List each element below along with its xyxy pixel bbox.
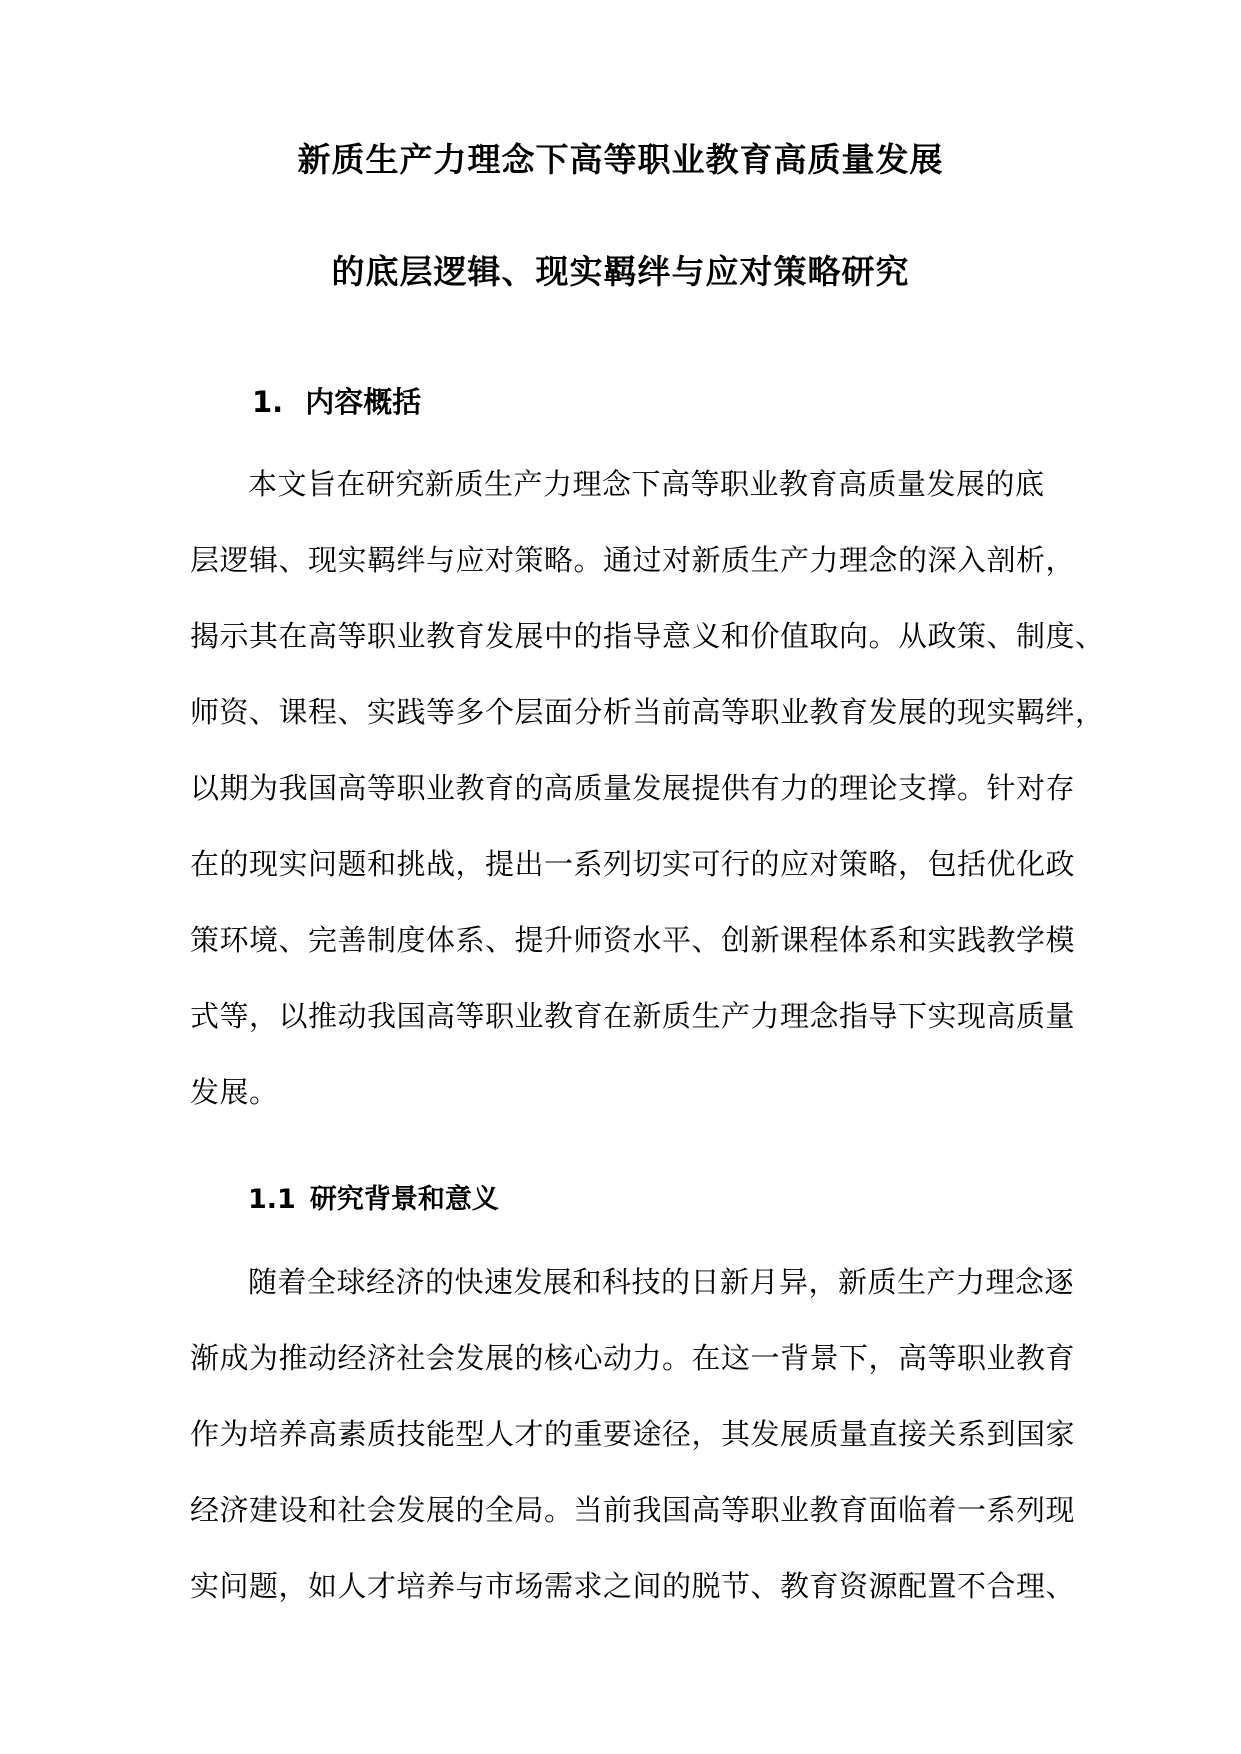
paragraph-line: 作为培养高素质技能型人才的重要途径，其发展质量直接关系到国家 xyxy=(190,1417,1076,1451)
paragraph-line: 策环境、完善制度体系、提升师资水平、创新课程体系和实践教学模 xyxy=(190,923,1076,957)
paragraph-line: 实问题，如人才培养与市场需求之间的脱节、教育资源配置不合理、 xyxy=(190,1569,1076,1603)
section-title: 内容概括 xyxy=(305,385,422,419)
document-title-line-2: 的底层逻辑、现实羁绊与应对策略研究 xyxy=(331,252,910,291)
paragraph-line: 在的现实问题和挑战，提出一系列切实可行的应对策略，包括优化政 xyxy=(190,847,1076,881)
paragraph-line: 层逻辑、现实羁绊与应对策略。通过对新质生产力理念的深入剖析， xyxy=(190,543,1076,577)
paragraph-line: 揭示其在高等职业教育发展中的指导意义和价值取向。从政策、制度、 xyxy=(190,619,1105,653)
paragraph-line: 发展。 xyxy=(190,1075,279,1109)
section-heading-1-1 xyxy=(248,1180,499,1220)
paragraph-line: 本文旨在研究新质生产力理念下高等职业教育高质量发展的底 xyxy=(248,467,1045,501)
paragraph-summary xyxy=(190,446,1105,1130)
section-heading-1 xyxy=(252,382,421,422)
paragraph-line: 渐成为推动经济社会发展的核心动力。在这一背景下，高等职业教育 xyxy=(190,1341,1076,1375)
paragraph-line: 以期为我国高等职业教育的高质量发展提供有力的理论支撑。针对存 xyxy=(190,771,1076,805)
paragraph-line: 式等，以推动我国高等职业教育在新质生产力理念指导下实现高质量 xyxy=(190,999,1076,1033)
section-title: 研究背景和意义 xyxy=(309,1184,499,1215)
paragraph-line: 经济建设和社会发展的全局。当前我国高等职业教育面临着一系列现 xyxy=(190,1493,1076,1527)
section-number: 1. xyxy=(252,385,284,419)
paragraph-line: 随着全球经济的快速发展和科技的日新月异，新质生产力理念逐 xyxy=(248,1265,1075,1299)
section-number: 1.1 xyxy=(248,1184,296,1215)
document-title-line-1: 新质生产力理念下高等职业教育高质量发展 xyxy=(297,140,944,179)
paragraph-line: 师资、课程、实践等多个层面分析当前高等职业教育发展的现实羁绊， xyxy=(190,695,1105,729)
paragraph-background xyxy=(190,1244,1076,1624)
